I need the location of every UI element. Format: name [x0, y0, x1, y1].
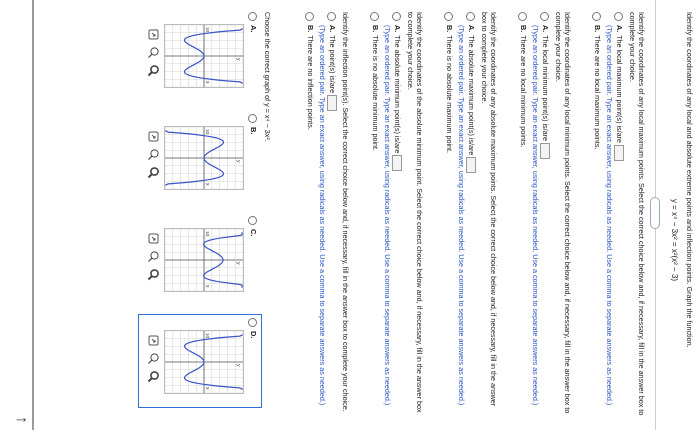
option-text: The absolute maximum point(s) is/are	[467, 35, 476, 156]
radio-button[interactable]	[540, 12, 549, 21]
local-max-section	[592, 12, 646, 417]
local-max-prompt: Identify the coordinates of any local maximum points. Select the correct choice below and, if necessary, fill in the answer box to complete your choice.	[628, 12, 646, 416]
tick-label: 10	[205, 129, 210, 135]
inflection-hint: (Type an ordered pair. Type an exact answer, using radicals as needed. Use a comma to separate answers as needed.)	[317, 25, 327, 406]
graph-option-1-label[interactable]	[248, 12, 258, 33]
tick-label: 10	[205, 231, 210, 237]
tick-label: 10	[205, 333, 210, 339]
graph-option-2[interactable]	[164, 126, 244, 190]
graph-prompt: Choose the correct graph of y = x⁴ − 3x².	[263, 12, 272, 142]
abs-max-section	[444, 12, 498, 417]
expand-icon[interactable]	[147, 232, 160, 245]
inflection-option-b[interactable]: B.There are no inflection points.	[305, 12, 315, 417]
option-text: The point(s) is/are	[328, 35, 337, 94]
graph-option-letter: B.	[249, 127, 258, 135]
inflection-section	[305, 12, 350, 417]
question-text: Identify the coordinates of any local and absolute extreme points and inflection points. Graph the function.	[685, 12, 694, 348]
local-min-option-a[interactable]: A.The local minimum point(s) is/are	[540, 12, 550, 417]
local-min-hint: (Type an ordered pair. Type an exact answer, using radicals as needed. Use a comma to separate answers as needed.)	[530, 25, 540, 406]
local-max-option-b[interactable]: B.There are no local maximum points.	[592, 12, 602, 417]
graph-option-3[interactable]	[164, 228, 244, 292]
x-axis-label: x	[204, 81, 210, 84]
zoom-out-icon[interactable]	[147, 148, 160, 161]
local-max-option-a[interactable]: A.The local maximum point(s) is/are	[614, 12, 624, 417]
abs-min-prompt: Identify the coordinates of the absolute minimum point. Select the correct choice below and, if necessary, fill in the answer box to complete your choice.	[406, 12, 424, 413]
option-text: The absolute minimum point(s) is/are	[393, 35, 402, 154]
graph-option-1[interactable]	[164, 24, 244, 88]
abs-max-hint: (Type an ordered pair. Type an exact answer, using radicals as needed. Use a comma to separate answers as needed.)	[456, 25, 466, 406]
answer-input[interactable]	[540, 143, 550, 159]
abs-min-option-a[interactable]: A.The absolute minimum point(s) is/are	[392, 12, 402, 417]
option-text: There are no local minimum points.	[518, 35, 528, 148]
inflection-prompt: Identify the inflection point(s). Select the correct choice below and, if necessary, fill in the answer box to complete your choice.	[341, 12, 350, 412]
back-arrow-icon[interactable]: ↑	[13, 416, 30, 424]
zoom-out-icon[interactable]	[147, 46, 160, 59]
radio-button[interactable]	[370, 12, 379, 21]
radio-button[interactable]	[614, 12, 623, 21]
local-min-prompt: Identify the coordinates of any local minimum points. Select the correct choice below and, if necessary, fill in the answer box to complete your choice.	[554, 12, 572, 414]
expand-icon[interactable]	[147, 28, 160, 41]
option-text: There is no absolute maximum point.	[444, 35, 454, 154]
radio-button[interactable]	[327, 12, 336, 21]
answer-input[interactable]	[327, 95, 337, 111]
local-min-option-b[interactable]: B.There are no local minimum points.	[518, 12, 528, 417]
y-axis-label: y	[235, 160, 241, 163]
selected-option-frame	[138, 314, 262, 408]
answer-input[interactable]	[392, 155, 402, 171]
abs-min-hint: (Type an ordered pair. Type an exact answer, using radicals as needed. Use a comma to separate answers as needed.)	[382, 25, 392, 406]
zoom-in-icon[interactable]	[147, 64, 160, 77]
radio-button[interactable]	[592, 12, 601, 21]
y-axis-label: y	[235, 364, 241, 367]
option-text: There is no absolute minimum point.	[370, 35, 380, 152]
equation: y = x⁴ − 3x² = x²(x² − 3)	[670, 198, 679, 282]
radio-button[interactable]	[518, 12, 527, 21]
x-axis-label: x	[204, 387, 210, 390]
graph-option-letter: A.	[249, 25, 258, 33]
y-axis-label: y	[235, 262, 241, 265]
radio-button[interactable]	[392, 12, 401, 21]
abs-max-option-b[interactable]: B.There is no absolute maximum point.	[444, 12, 454, 417]
abs-max-prompt: Identify the coordinates of any absolute maximum points. Select the correct choice below and, if necessary, fill in the answer box to complete your choice.	[480, 12, 498, 407]
zoom-in-icon[interactable]	[147, 268, 160, 281]
abs-max-option-a[interactable]: A.The absolute maximum point(s) is/are	[466, 12, 476, 417]
radio-button[interactable]	[444, 12, 453, 21]
resize-handle[interactable]	[650, 197, 660, 229]
radio-button[interactable]	[466, 12, 475, 21]
inflection-option-a[interactable]: A.The point(s) is/are	[327, 12, 337, 417]
zoom-in-icon[interactable]	[147, 166, 160, 179]
y-axis-label: y	[235, 58, 241, 61]
option-text: The local minimum point(s) is/are	[541, 35, 550, 142]
answer-input[interactable]	[466, 157, 476, 173]
radio-button[interactable]	[248, 114, 257, 123]
local-max-hint: (Type an ordered pair. Type an exact answer, using radicals as needed. Use a comma to separate answers as needed.)	[604, 25, 614, 406]
option-text: There are no inflection points.	[305, 35, 315, 130]
graph-option-letter: D.	[249, 331, 258, 339]
option-text: The local maximum point(s) is/are	[615, 35, 624, 144]
bottom-divider	[32, 0, 34, 430]
abs-min-section	[370, 12, 424, 417]
tick-label: 10	[205, 27, 210, 33]
x-axis-label: x	[204, 183, 210, 186]
graph-options	[35, 0, 260, 430]
answer-input[interactable]	[614, 145, 624, 161]
local-min-section	[518, 12, 572, 417]
graph-option-2-label[interactable]	[248, 114, 258, 135]
expand-icon[interactable]	[147, 130, 160, 143]
option-text: There are no local maximum points.	[592, 35, 602, 150]
abs-min-option-b[interactable]: B.There is no absolute minimum point.	[370, 12, 380, 417]
radio-button[interactable]	[248, 216, 257, 225]
zoom-out-icon[interactable]	[147, 250, 160, 263]
x-axis-label: x	[204, 285, 210, 288]
graph-option-letter: C.	[249, 229, 258, 237]
graph-option-3-label[interactable]	[248, 216, 258, 237]
radio-button[interactable]	[248, 12, 257, 21]
radio-button[interactable]	[305, 12, 314, 21]
